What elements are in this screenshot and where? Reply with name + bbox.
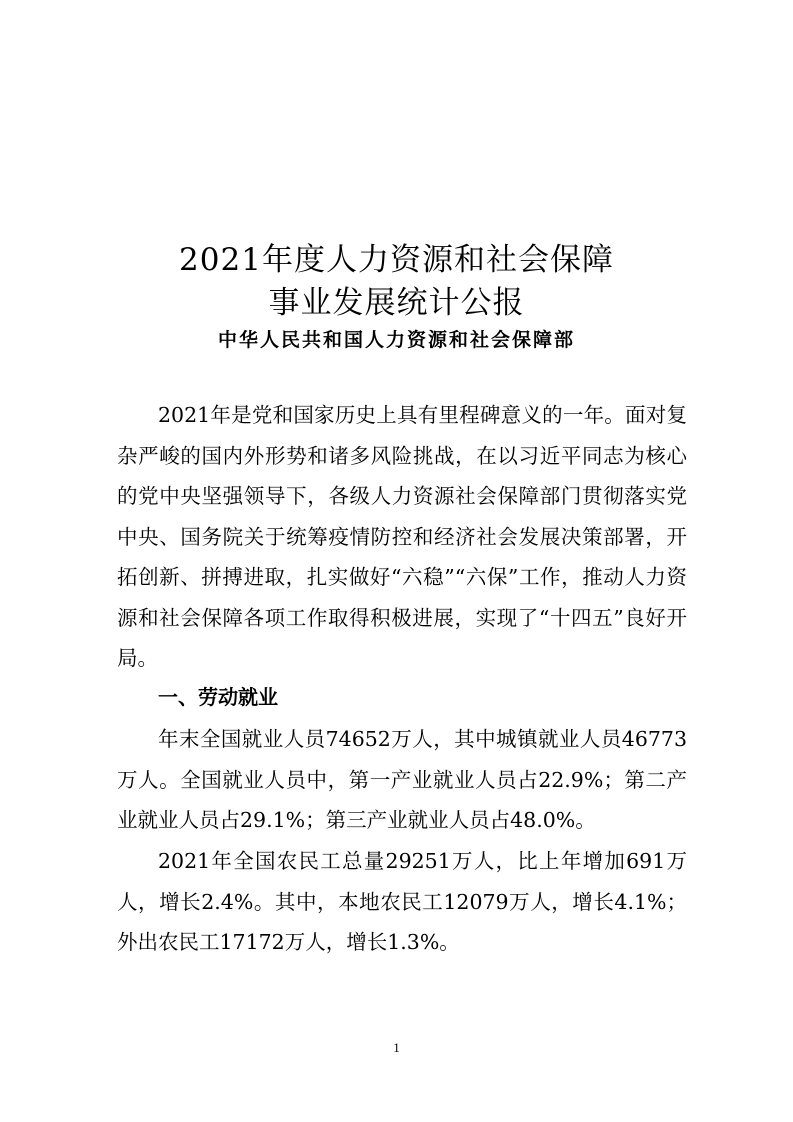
issuing-authority: 中华人民共和国人力资源和社会保障部 <box>217 329 575 351</box>
report-title-line-2: 事业发展统计公报 <box>268 285 525 321</box>
report-title-line-1: 2021年度人力资源和社会保障 <box>179 242 614 278</box>
intro-paragraph: 2021年是党和国家历史上具有里程碑意义的一年。面对复杂严峻的国内外形势和诸多风险挑战，在以习近平同志为核心的党中央坚强领导下，各级人力资源社会保障部门贯彻落实党中央、国务院关于统筹疫情防控和经济社会发展决策部署，开拓创新、拼搏进取，扎实做好“六稳”“六保”工作，推动人力资源和社会保障各项工作取得积极进展，实现了“十四五”良好开局。 <box>117 403 687 670</box>
employment-paragraph: 年末全国就业人员74652万人，其中城镇就业人员46773万人。全国就业人员中，第一产业就业人员占22.9%；第二产业就业人员占29.1%；第三产业就业人员占48.0%。 <box>117 727 687 832</box>
migrant-workers-paragraph: 2021年全国农民工总量29251万人，比上年增加691万人，增长2.4%。其中，本地农民工12079万人，增长4.1%；外出农民工17172万人，增长1.3%。 <box>117 849 687 954</box>
page-number: 1 <box>393 1040 400 1055</box>
section-heading-labor-employment: 一、劳动就业 <box>158 685 278 709</box>
